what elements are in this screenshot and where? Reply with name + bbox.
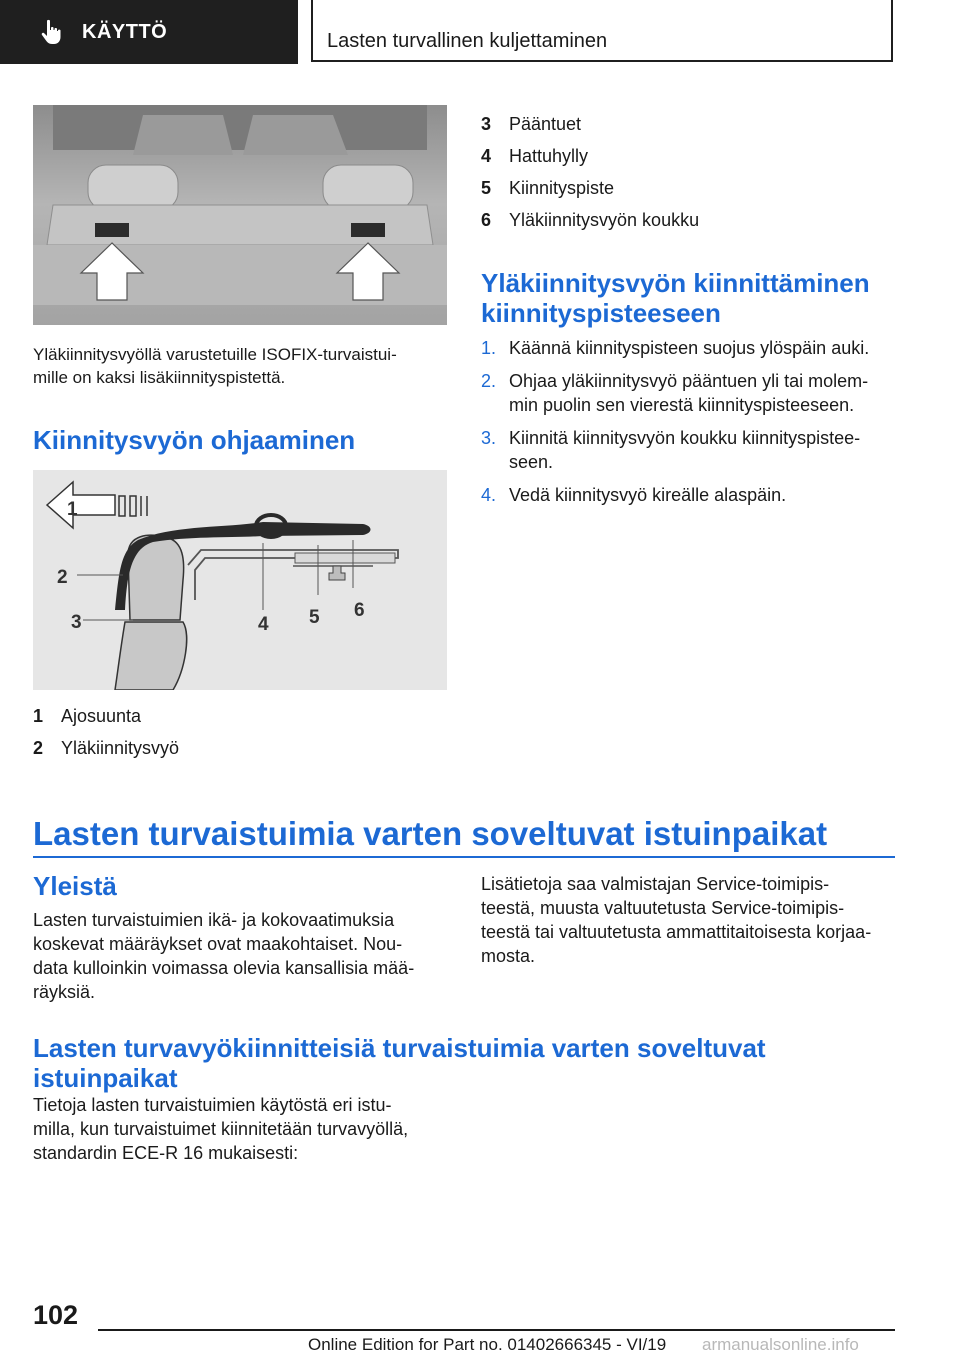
heading-turvavyo: Lasten turvavyökiinnitteisiä turvaistuimia varten soveltuvat istuinpaikat <box>33 1033 766 1093</box>
main-section-heading <box>33 814 895 854</box>
header-title: Lasten turvallinen kuljettaminen <box>327 30 608 52</box>
diagram-label-5: 5 <box>309 607 320 628</box>
diagram-label-6: 6 <box>354 600 365 621</box>
isofix-photo-illustration <box>33 105 447 325</box>
footer-edition: Online Edition for Part no. 01402666345 - VI/19 <box>308 1335 667 1354</box>
figure-isofix-anchor-points <box>33 105 447 325</box>
hand-pointer-icon <box>38 17 68 47</box>
section-title-ohjaaminen <box>33 425 453 455</box>
figure1-caption: Yläkiinnitysvyöllä varustetuille ISOFIX-turvaistui- mille on kaksi lisäkiinnityspistettä. <box>33 345 397 387</box>
heading-main: Lasten turvaistuimia varten soveltuvat istuinpaikat <box>33 815 828 852</box>
legend-item: 4 Hattuhylly <box>481 146 589 166</box>
step-item: 1. Käännä kiinnityspisteen suojus ylöspäin auki. <box>481 338 870 358</box>
diagram-label-2: 2 <box>57 567 68 588</box>
yleista-right-text: Lisätietoja saa valmistajan Service-toimipis- teestä, muusta valtuutetusta Service-toimipis- teestä tai valtuutetusta ammattitaitoisesta korjaa- mosta. <box>481 874 872 966</box>
steps-list <box>481 336 901 516</box>
step-item: 2. Ohjaa yläkiinnitysvyö pääntuen yli tai molem- min puolin sen vierestä kiinnityspisteeseen. <box>481 371 869 415</box>
step-item: 3. Kiinnitä kiinnitysvyön koukku kiinnityspistee- seen. <box>481 428 861 472</box>
heading-yleista: Yleistä <box>33 871 117 901</box>
page-number: 102 <box>33 1300 79 1330</box>
diagram-label-4: 4 <box>258 614 269 635</box>
yleista-left-text: Lasten turvaistuimien ikä- ja kokovaatimuksia koskevat määräykset ovat maakohtaiset. Nou- data kulloinkin voimassa olevia kansallisia mää- räyksiä. <box>33 910 415 1002</box>
main-heading-rule <box>33 856 895 858</box>
legend-item: 1 Ajosuunta <box>33 706 142 726</box>
diagram-label-1: 1 <box>67 499 78 520</box>
section-turvavyo <box>33 1033 895 1093</box>
footer-rule <box>98 1329 895 1331</box>
section-kiinnittaminen <box>481 268 901 328</box>
legend-left <box>33 700 453 764</box>
legend-item: 6 Yläkiinnitysvyön koukku <box>481 210 700 230</box>
legend-right <box>481 108 901 236</box>
section-yleista <box>33 871 453 901</box>
turvavyo-text: Tietoja lasten turvaistuimien käytöstä eri istu- milla, kun turvaistuimet kiinnitetään turvavyöllä, standardin ECE-R 16 mukaisesti: <box>33 1095 409 1163</box>
legend-item: 3 Pääntuet <box>481 114 582 134</box>
diagram-label-3: 3 <box>71 612 82 633</box>
header-section-label: KÄYTTÖ <box>82 20 168 43</box>
legend-item: 2 Yläkiinnitysvyö <box>33 738 180 758</box>
strap-routing-diagram <box>33 470 447 690</box>
header-section-tab <box>0 0 298 64</box>
heading-kiinnittaminen: Yläkiinnitysvyön kiinnittäminen kiinnityspisteeseen <box>481 268 870 328</box>
header-title-box <box>311 0 893 62</box>
step-item: 4. Vedä kiinnitysvyö kireälle alaspäin. <box>481 485 787 505</box>
figure-strap-routing <box>33 470 447 690</box>
heading-ohjaaminen: Kiinnitysvyön ohjaaminen <box>33 425 356 455</box>
footer-watermark: armanualsonline.info <box>702 1335 859 1354</box>
legend-item: 5 Kiinnityspiste <box>481 178 615 198</box>
